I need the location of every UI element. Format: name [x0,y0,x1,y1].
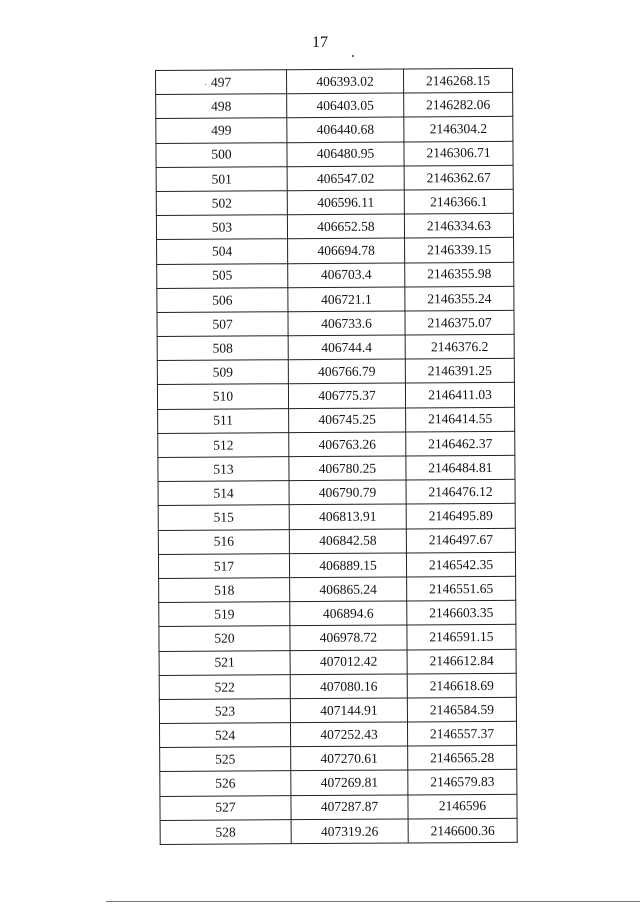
point-number-cell: 497 [156,70,287,95]
table-row [158,479,515,505]
table-row [157,262,514,288]
y-coordinate-cell: 2146355.24 [405,286,514,311]
point-number-cell: 518 [159,578,290,603]
x-coordinate-cell: 407144.91 [290,698,407,723]
point-number-cell: 505 [157,263,288,288]
point-number-cell: 510 [157,384,288,409]
table-row [157,238,514,264]
y-coordinate-cell: 2146414.55 [406,407,515,432]
y-coordinate-cell: 2146497.67 [406,528,515,553]
table-row [160,794,517,820]
point-number-cell: 527 [160,795,291,820]
point-number-cell: 514 [158,481,289,506]
table-row [159,721,516,747]
y-coordinate-cell: 2146362.67 [404,165,513,190]
point-number-cell: 515 [158,505,289,530]
point-number-cell: 522 [159,674,290,699]
y-coordinate-cell: 2146334.63 [404,213,513,238]
table-row [156,117,513,143]
y-coordinate-cell: 2146596 [408,794,517,819]
table-row [157,383,514,409]
y-coordinate-cell: 2146484.81 [406,455,515,480]
table-row [158,504,515,530]
point-number-cell: 507 [157,312,288,337]
table-row [157,334,514,360]
y-coordinate-cell: 2146603.35 [407,600,516,625]
x-coordinate-cell: 406978.72 [290,625,407,650]
table-row [156,141,513,167]
table-row [160,770,517,796]
x-coordinate-cell: 406790.79 [289,480,406,505]
y-coordinate-cell: 2146282.06 [404,93,513,118]
y-coordinate-cell: 2146476.12 [406,479,515,504]
y-coordinate-cell: 2146551.65 [407,576,516,601]
x-coordinate-cell: 406865.24 [290,577,407,602]
y-coordinate-cell: 2146618.69 [407,673,516,698]
x-coordinate-cell: 406745.25 [289,408,406,433]
table-row [159,600,516,626]
x-coordinate-cell: 407252.43 [290,722,407,747]
point-number-cell: 503 [156,215,287,240]
point-number-cell: 499 [156,118,287,143]
table-row [159,576,516,602]
table-row [157,359,514,385]
x-coordinate-cell: 406842.58 [289,529,406,554]
table-row [156,189,513,215]
x-coordinate-cell: 406694.78 [288,238,405,263]
table-row [156,165,513,191]
x-coordinate-cell: 406813.91 [289,504,406,529]
y-coordinate-cell: 2146339.15 [405,238,514,263]
point-number-cell: 509 [157,360,288,385]
x-coordinate-cell: 407080.16 [290,674,407,699]
point-number-cell: 520 [159,626,290,651]
point-number-cell: 521 [159,650,290,675]
table-row [157,310,514,336]
x-coordinate-cell: 406393.02 [287,69,404,94]
x-coordinate-cell: 406894.6 [290,601,407,626]
point-number-cell: 524 [159,723,290,748]
x-coordinate-cell: 406440.68 [287,117,404,142]
y-coordinate-cell: 2146375.07 [405,310,514,335]
table-row [158,528,515,554]
x-coordinate-cell: 407319.26 [291,819,408,844]
point-number-cell: 500 [156,142,287,167]
x-coordinate-cell: 406780.25 [289,456,406,481]
scan-speck [352,55,354,57]
point-number-cell: 523 [159,699,290,724]
table-row [156,213,513,239]
table-row [156,93,513,119]
x-coordinate-cell: 407269.81 [291,770,408,795]
y-coordinate-cell: 2146584.59 [407,697,516,722]
table-row [157,286,514,312]
x-coordinate-cell: 407270.61 [291,746,408,771]
y-coordinate-cell: 2146304.2 [404,117,513,142]
y-coordinate-cell: 2146495.89 [406,504,515,529]
y-coordinate-cell: 2146565.28 [408,746,517,771]
point-number-cell: 502 [156,191,287,216]
y-coordinate-cell: 2146591.15 [407,625,516,650]
x-coordinate-cell: 406889.15 [289,553,406,578]
y-coordinate-cell: 2146306.71 [404,141,513,166]
point-number-cell: 512 [158,433,289,458]
point-number-cell: 511 [158,408,289,433]
x-coordinate-cell: 406480.95 [287,142,404,167]
y-coordinate-cell: 2146391.25 [405,359,514,384]
table-row [160,818,517,844]
x-coordinate-cell: 406596.11 [287,190,404,215]
page-bottom-edge [106,901,640,902]
y-coordinate-cell: 2146600.36 [408,818,517,843]
x-coordinate-cell: 406763.26 [289,432,406,457]
table-row [159,697,516,723]
y-coordinate-cell: 2146612.84 [407,649,516,674]
y-coordinate-cell: 2146542.35 [406,552,515,577]
table-row [160,746,517,772]
coordinate-table [155,68,518,845]
table-row [159,673,516,699]
table-row [159,649,516,675]
x-coordinate-cell: 407287.87 [291,795,408,820]
y-coordinate-cell: 2146411.03 [405,383,514,408]
page-number: 17 [312,34,328,51]
x-coordinate-cell: 406775.37 [288,383,405,408]
point-number-cell: 513 [158,457,289,482]
y-coordinate-cell: 2146579.83 [408,770,517,795]
x-coordinate-cell: 406652.58 [287,214,404,239]
x-coordinate-cell: 406721.1 [288,287,405,312]
point-number-cell: 508 [157,336,288,361]
x-coordinate-cell: 406766.79 [288,359,405,384]
y-coordinate-cell: 2146557.37 [407,721,516,746]
table-row [158,455,515,481]
coordinate-table-body [156,68,518,844]
point-number-cell: 498 [156,94,287,119]
point-number-cell: 525 [160,747,291,772]
table-row [158,407,515,433]
point-number-cell: 517 [158,553,289,578]
point-number-cell: 504 [157,239,288,264]
point-number-cell: 516 [158,529,289,554]
table-row [158,431,515,457]
y-coordinate-cell: 2146366.1 [404,189,513,214]
table-row [156,68,513,94]
table-row [158,552,515,578]
point-number-cell: 526 [160,771,291,796]
x-coordinate-cell: 406744.4 [288,335,405,360]
point-number-cell: 506 [157,287,288,312]
point-number-cell: 528 [160,819,291,844]
x-coordinate-cell: 406403.05 [287,93,404,118]
point-number-cell: 501 [156,166,287,191]
x-coordinate-cell: 406547.02 [287,166,404,191]
y-coordinate-cell: 2146268.15 [403,68,512,93]
y-coordinate-cell: 2146376.2 [405,334,514,359]
table-row [159,625,516,651]
x-coordinate-cell: 407012.42 [290,649,407,674]
x-coordinate-cell: 406703.4 [288,262,405,287]
y-coordinate-cell: 2146462.37 [406,431,515,456]
y-coordinate-cell: 2146355.98 [405,262,514,287]
x-coordinate-cell: 406733.6 [288,311,405,336]
point-number-cell: 519 [159,602,290,627]
